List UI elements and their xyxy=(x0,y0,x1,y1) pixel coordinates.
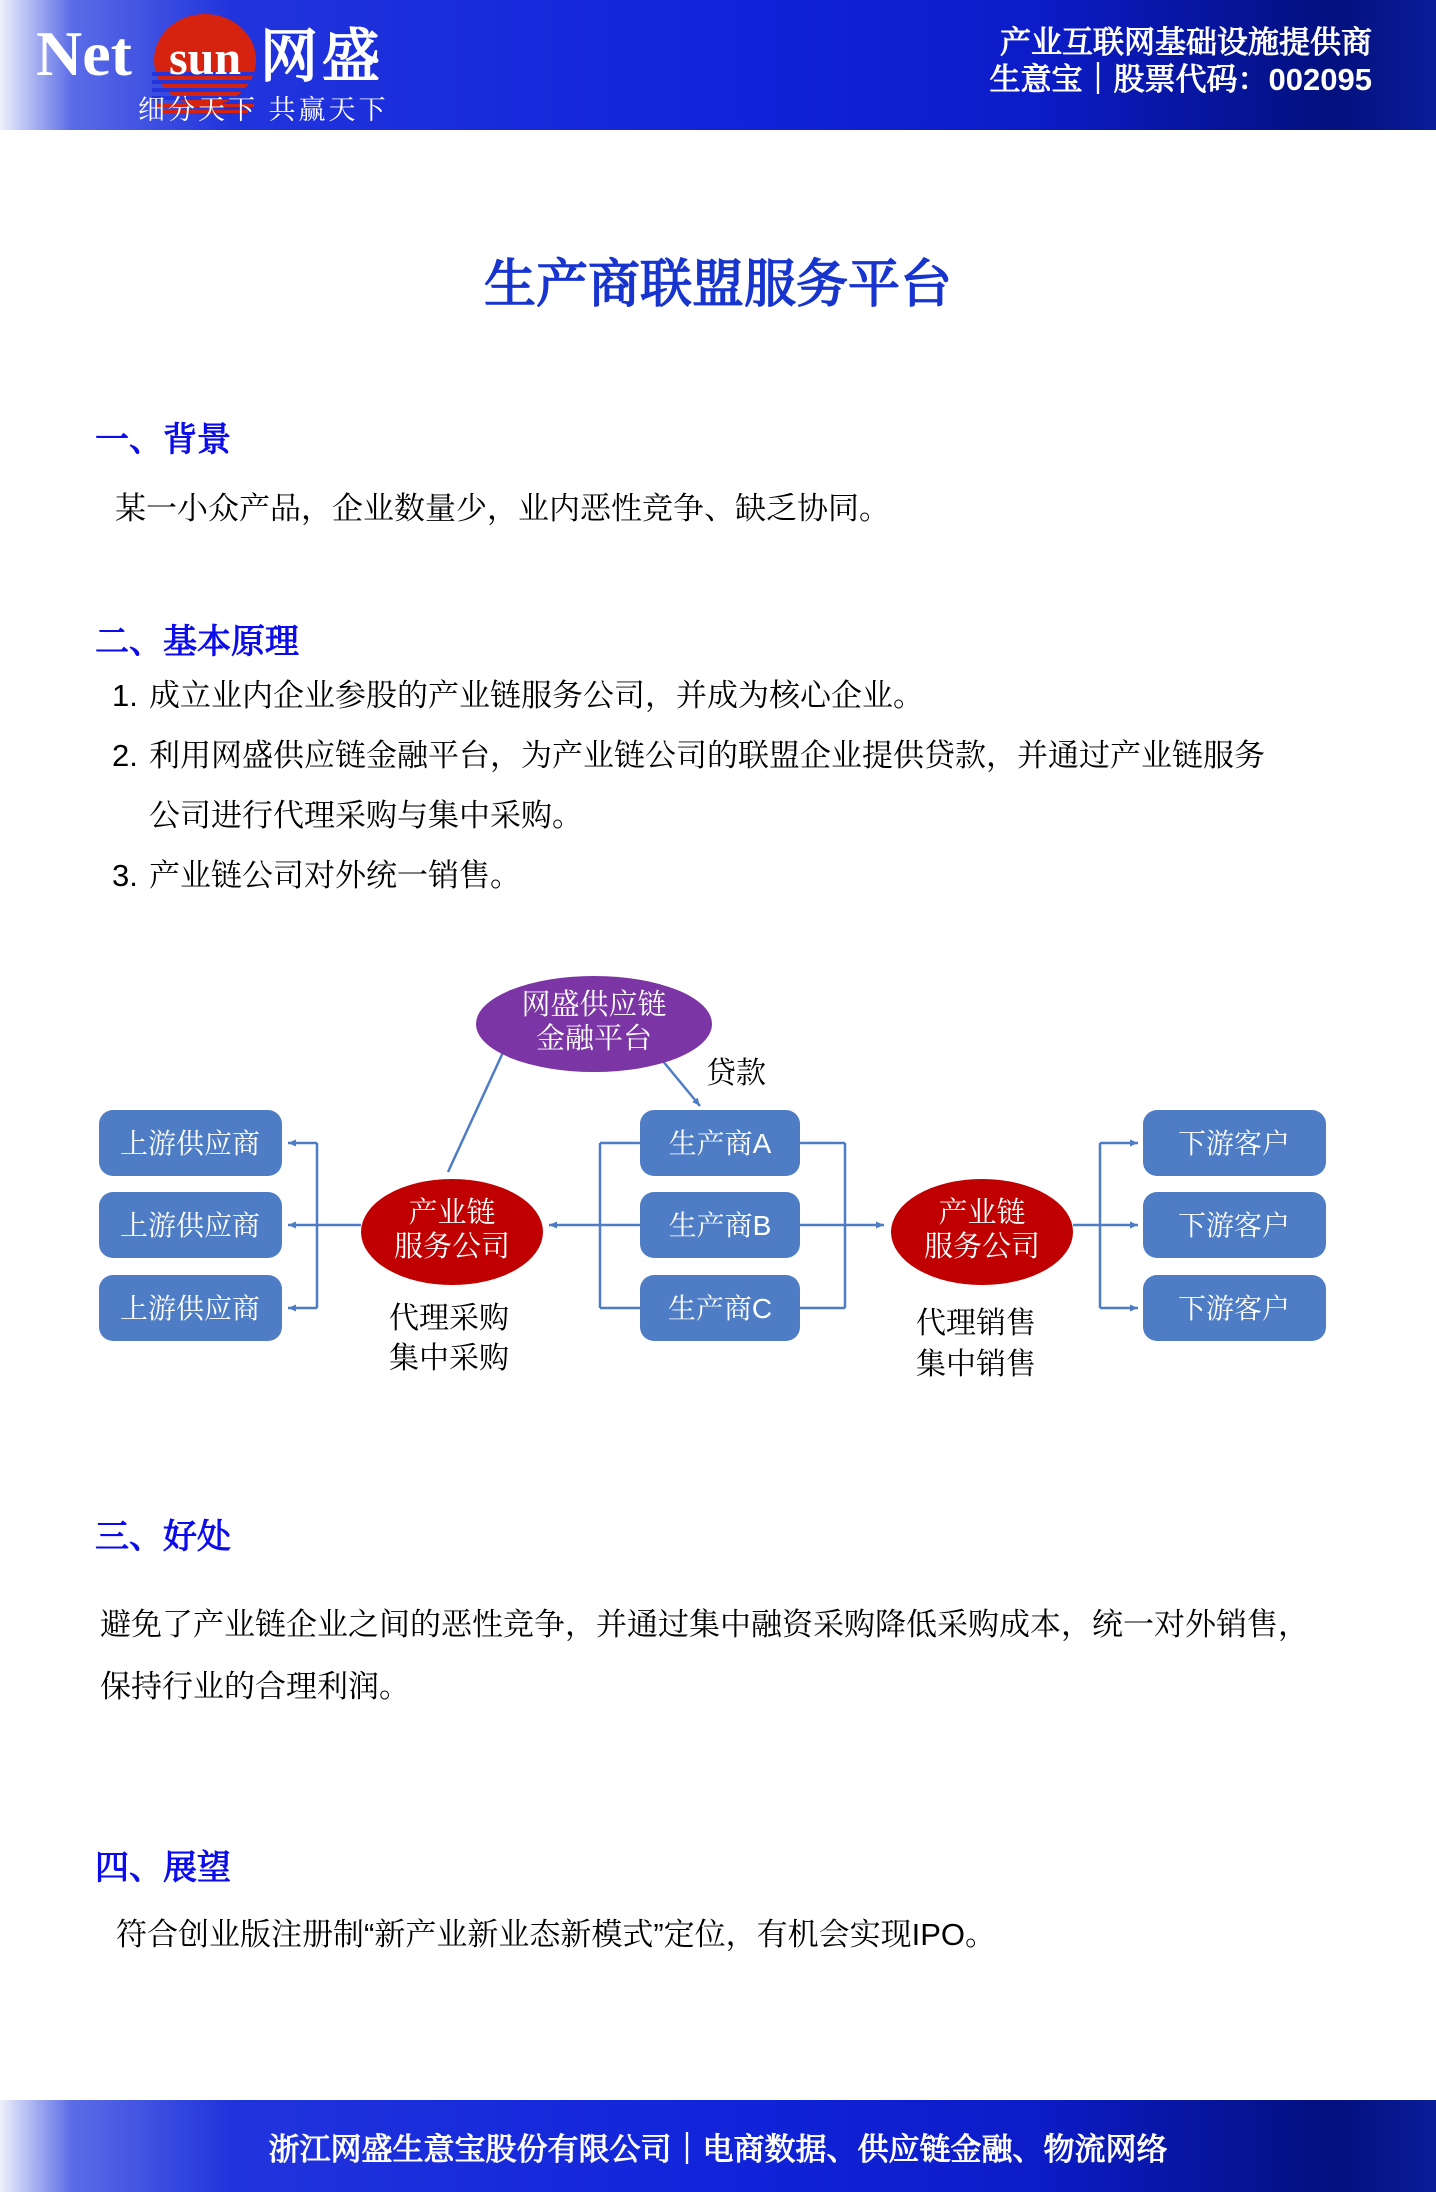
right-caption-line1: 代理销售 xyxy=(916,1307,1036,1340)
producer-label: 生产商C xyxy=(667,1293,773,1324)
section-4-heading: 四、展望 xyxy=(95,1849,231,1887)
supply-chain-diagram xyxy=(0,950,1436,1420)
section-3-heading: 三、好处 xyxy=(95,1518,231,1556)
list-item-number: 3. xyxy=(112,858,138,893)
header-slogan-line1: 产业互联网基础设施提供商 xyxy=(1000,25,1372,60)
left-service-company-label-line2: 服务公司 xyxy=(393,1231,511,1263)
list-item-number: 2. xyxy=(112,738,138,773)
footer-banner xyxy=(0,2100,1436,2192)
section-2-heading: 二、基本原理 xyxy=(95,623,299,661)
top-banner xyxy=(0,0,1436,130)
list-item xyxy=(112,846,1274,906)
footer-text: 浙江网盛生意宝股份有限公司｜电商数据、供应链金融、物流网络 xyxy=(268,2131,1168,2167)
section-1-body: 某一小众产品，企业数量少，业内恶性竞争、缺乏协同。 xyxy=(115,491,890,526)
right-service-company-label-line2: 服务公司 xyxy=(923,1231,1041,1263)
left-service-company-label-line1: 产业链 xyxy=(408,1197,496,1229)
downstream-customer-label: 下游客户 xyxy=(1177,1128,1291,1159)
logo-tagline: 细分天下 共赢天下 xyxy=(138,95,389,125)
list-item xyxy=(112,726,1274,846)
downstream-customer-label: 下游客户 xyxy=(1177,1210,1291,1241)
list-item-text: 产业链公司对外统一销售。 xyxy=(149,858,521,893)
page-title: 生产商联盟服务平台 xyxy=(483,256,952,314)
upstream-supplier-label: 上游供应商 xyxy=(119,1128,261,1159)
producer-label: 生产商A xyxy=(668,1128,772,1159)
right-caption-line2: 集中销售 xyxy=(916,1348,1036,1381)
list-item-text: 利用网盛供应链金融平台，为产业链公司的联盟企业提供贷款，并通过产业链服务公司进行代理采购与集中采购。 xyxy=(149,738,1265,833)
upstream-supplier-label: 上游供应商 xyxy=(119,1210,261,1241)
right-service-company-label-line1: 产业链 xyxy=(938,1197,1026,1229)
producer-label: 生产商B xyxy=(668,1210,772,1241)
downstream-customer-label: 下游客户 xyxy=(1177,1293,1291,1324)
loan-label: 贷款 xyxy=(706,1057,766,1090)
section-4-body: 符合创业版注册制“新产业新业态新模式”定位，有机会实现IPO。 xyxy=(116,1917,997,1952)
finance-platform-label-line1: 网盛供应链 xyxy=(521,989,667,1021)
upstream-supplier-label: 上游供应商 xyxy=(119,1293,261,1324)
netsun-logo-cjk-text: 网盛 xyxy=(260,24,385,89)
header-right-text xyxy=(990,24,1372,98)
left-caption-line1: 代理采购 xyxy=(389,1302,509,1335)
section-2-list xyxy=(112,666,1274,906)
finance-platform-label-line2: 金融平台 xyxy=(535,1023,653,1055)
list-item-text: 成立业内企业参股的产业链服务公司，并成为核心企业。 xyxy=(149,678,924,713)
netsun-logo-net-text: Net xyxy=(36,18,132,89)
section-3-body: 避免了产业链企业之间的恶性竞争，并通过集中融资采购降低采购成本，统一对外销售，保持行业的合理利润。 xyxy=(100,1607,1309,1704)
header-slogan-line2: 生意宝｜股票代码：002095 xyxy=(989,62,1372,97)
sun-wordmark: sun xyxy=(168,32,242,85)
left-caption-line2: 集中采购 xyxy=(389,1342,509,1375)
platform-to-left-service-line xyxy=(448,1048,505,1172)
list-item-number: 1. xyxy=(112,678,138,713)
section-1-heading: 一、背景 xyxy=(95,421,231,459)
list-item xyxy=(112,666,1274,726)
